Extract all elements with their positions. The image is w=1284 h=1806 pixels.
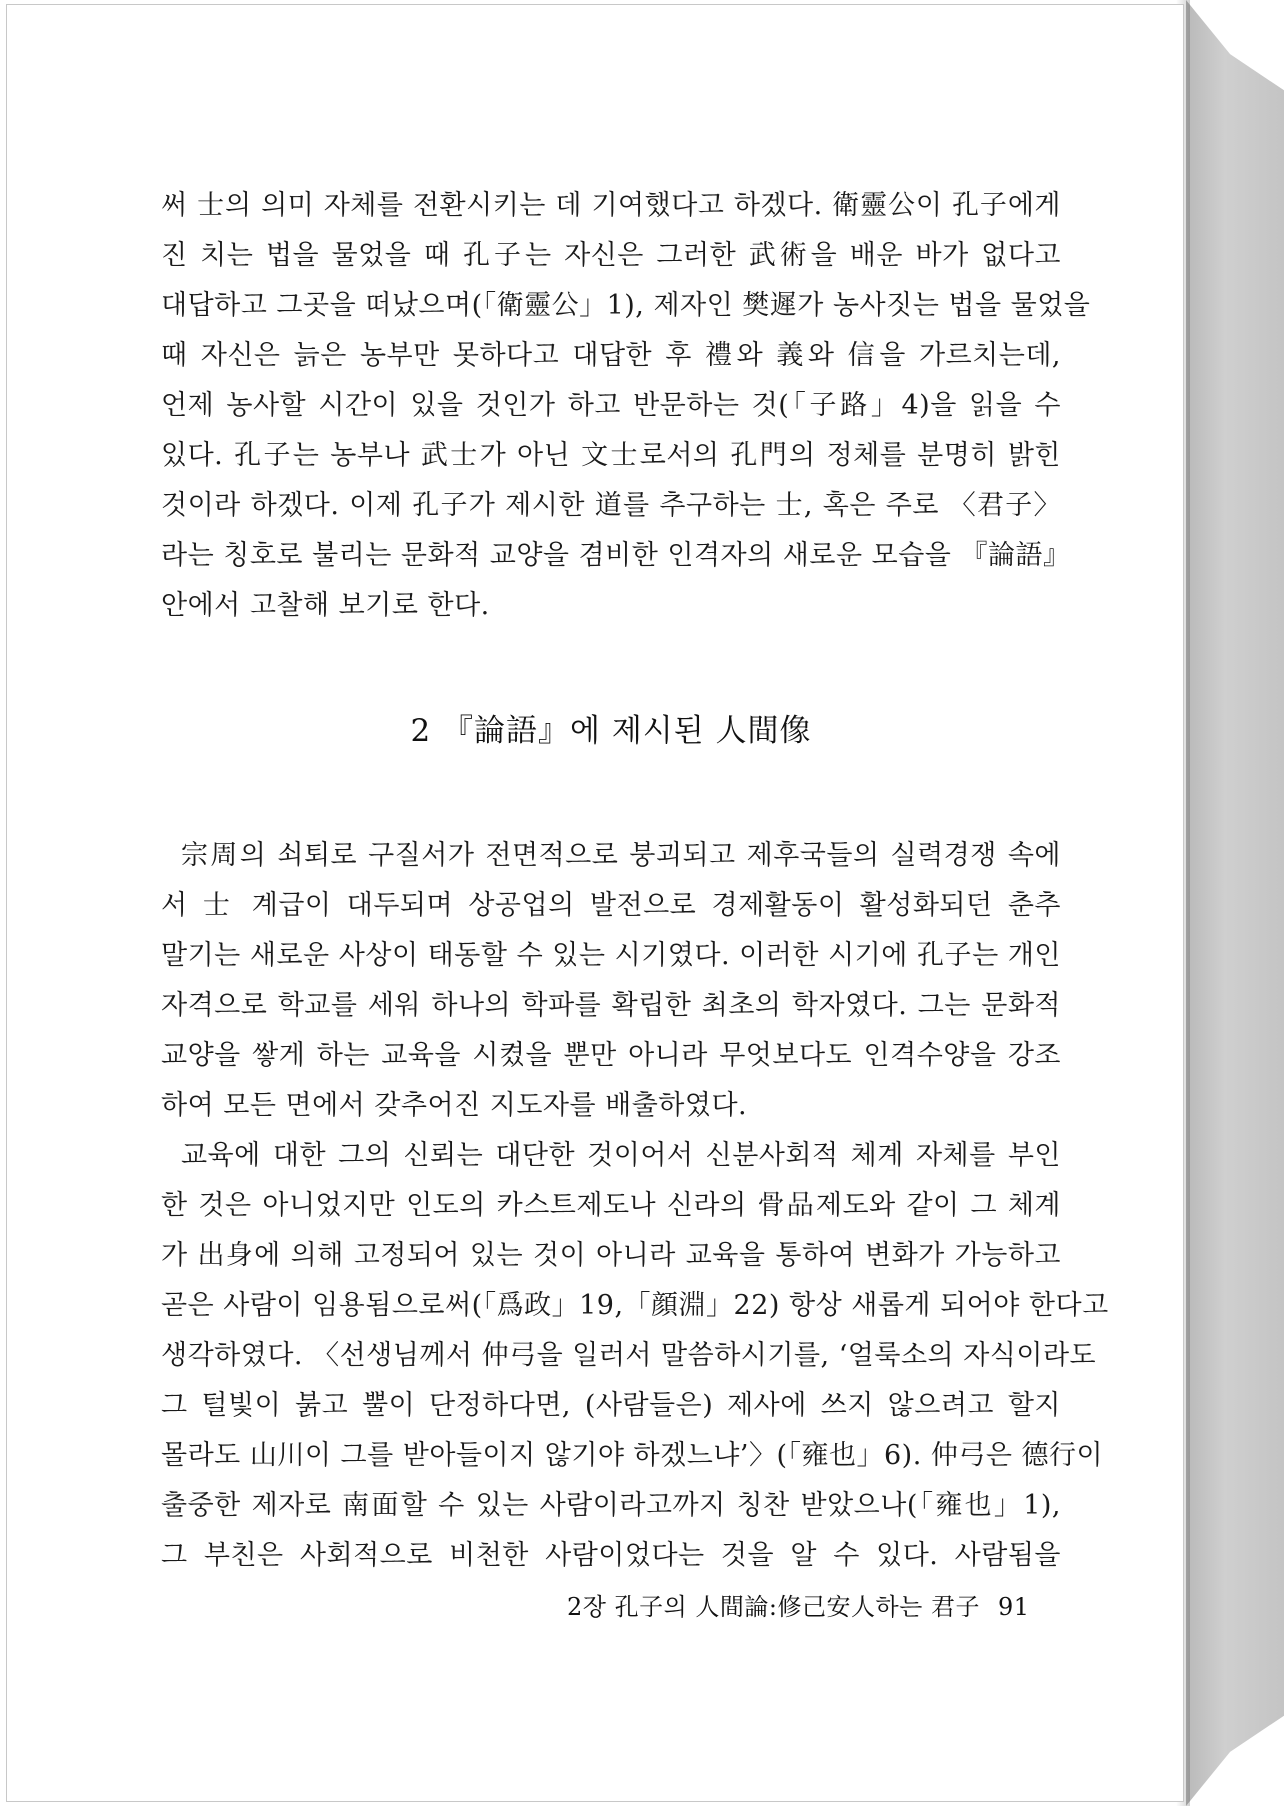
text-line: 안에서 고찰해 보기로 한다.: [161, 590, 490, 621]
text-line: 써 士의 의미 자체를 전환시키는 데 기여했다고 하겠다. 衛靈公이 孔子에게: [161, 190, 1061, 221]
text-line: 그 털빛이 붉고 뿔이 단정하다면, (사람들은) 제사에 쓰지 않으려고 할지: [161, 1390, 1061, 1421]
text-line: 말기는 새로운 사상이 태동할 수 있는 시기였다. 이러한 시기에 孔子는 개인: [161, 940, 1061, 971]
text-line: 교육에 대한 그의 신뢰는 대단한 것이어서 신분사회적 체계 자체를 부인: [181, 1140, 1061, 1171]
text-line: 가 出身에 의해 고정되어 있는 것이 아니라 교육을 통하여 변화가 가능하고: [161, 1240, 1061, 1271]
page-number: 91: [997, 1593, 1030, 1621]
text-line: 있다. 孔子는 농부나 武士가 아닌 文士로서의 孔門의 정체를 분명히 밝힌: [161, 440, 1061, 471]
text-line: 언제 농사할 시간이 있을 것인가 하고 반문하는 것(「子路」4)을 읽을 수: [161, 390, 1061, 421]
running-footer: [567, 1587, 1030, 1622]
text-line: 교양을 쌓게 하는 교육을 시켰을 뿐만 아니라 무엇보다도 인격수양을 강조: [161, 1040, 1061, 1071]
paragraph-2: [161, 831, 1109, 1581]
text-line: 진 치는 법을 물었을 때 孔子는 자신은 그러한 武術을 배운 바가 없다고: [161, 240, 1061, 271]
text-line: 때 자신은 늙은 농부만 못하다고 대답한 후 禮와 義와 信을 가르치는데,: [161, 340, 1061, 371]
running-title: 2장 孔子의 人間論:修己安人하는 君子: [567, 1593, 980, 1621]
text-line: 한 것은 아니었지만 인도의 카스트제도나 신라의 骨品제도와 같이 그 체계: [161, 1190, 1061, 1221]
text-line: 대답하고 그곳을 떠났으며(「衛靈公」1), 제자인 樊遲가 농사짓는 법을 물었을: [161, 290, 1091, 321]
text-line: 곧은 사람이 임용됨으로써(「爲政」19,「顔淵」22) 항상 새롭게 되어야 한다고: [161, 1290, 1109, 1321]
page-stack-edge: [1186, 0, 1284, 1806]
book-page: [6, 4, 1184, 1802]
text-line: 서 士 계급이 대두되며 상공업의 발전으로 경제활동이 활성화되던 춘추: [161, 890, 1061, 921]
paragraph-1: [161, 181, 1091, 631]
text-line: 그 부친은 사회적으로 비천한 사람이었다는 것을 알 수 있다. 사람됨을: [161, 1540, 1061, 1571]
text-line: 하여 모든 면에서 갖추어진 지도자를 배출하였다.: [161, 1090, 748, 1121]
text-line: 라는 칭호로 불리는 문화적 교양을 겸비한 인격자의 새로운 모습을 『論語』: [161, 540, 1071, 571]
text-line: 것이라 하겠다. 이제 孔子가 제시한 道를 추구하는 士, 혹은 주로 〈君子〉: [161, 490, 1061, 521]
text-line: 생각하였다. 〈선생님께서 仲弓을 일러서 말씀하시기를, ‘얼룩소의 자식이라도: [161, 1340, 1097, 1371]
section-heading: 2 『論語』에 제시된 人間像: [410, 713, 812, 749]
text-line: 宗周의 쇠퇴로 구질서가 전면적으로 붕괴되고 제후국들의 실력경쟁 속에: [181, 840, 1061, 871]
text-line: 자격으로 학교를 세워 하나의 학파를 확립한 최초의 학자였다. 그는 문화적: [161, 990, 1061, 1021]
text-line: 몰라도 山川이 그를 받아들이지 않기야 하겠느냐’〉(「雍也」6). 仲弓은 德行이: [161, 1440, 1104, 1471]
text-line: 출중한 제자로 南面할 수 있는 사람이라고까지 칭찬 받았으나(「雍也」1),: [161, 1490, 1061, 1521]
